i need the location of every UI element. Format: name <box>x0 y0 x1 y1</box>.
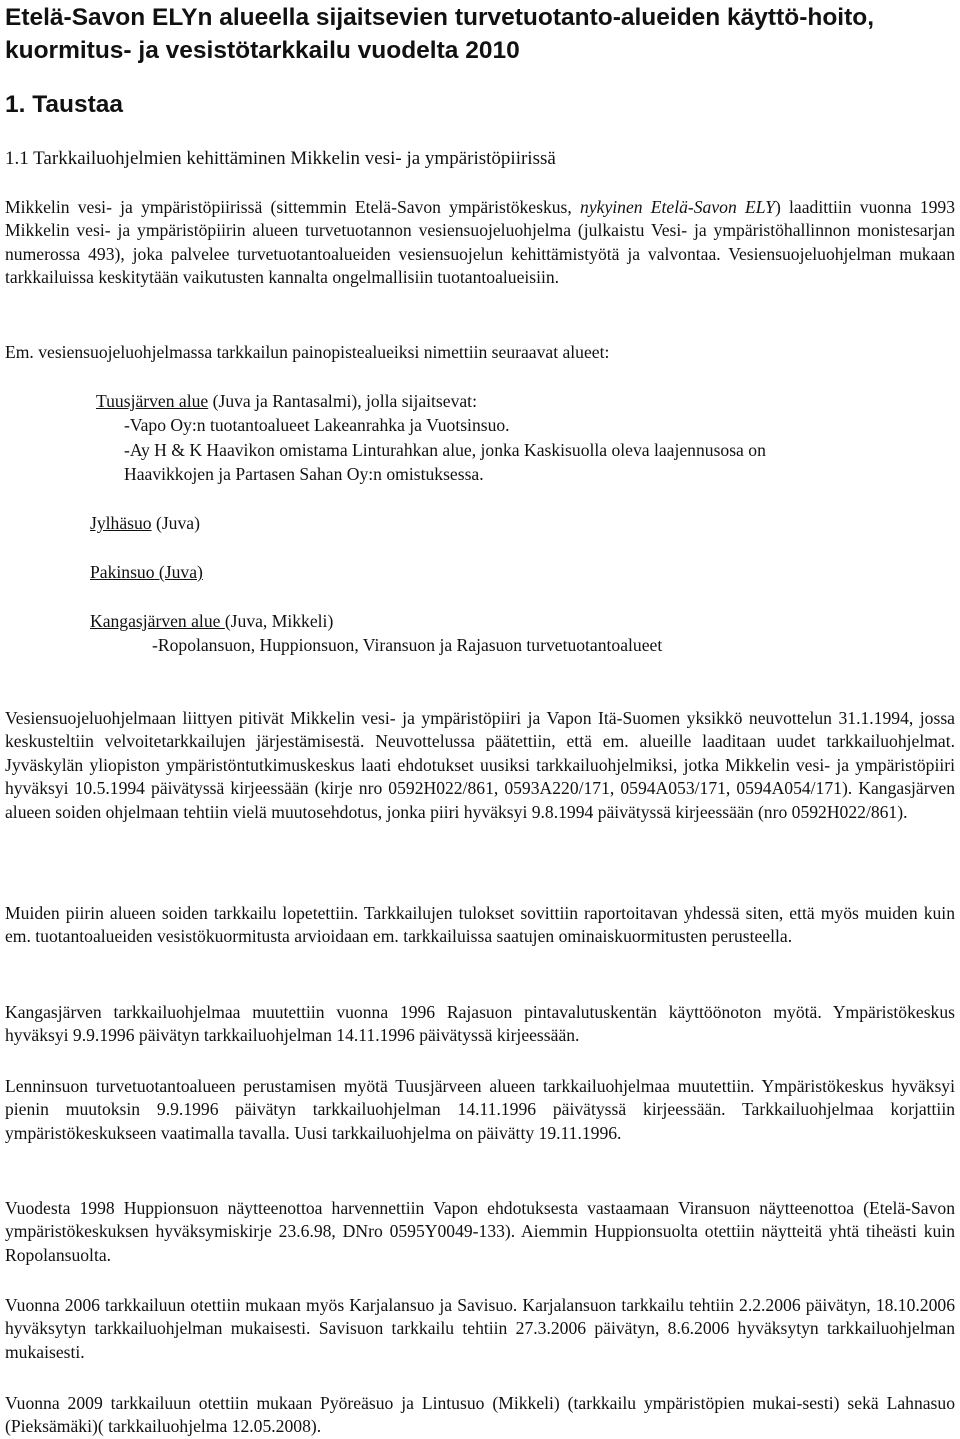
areas-intro: Em. vesiensuojeluohjelmassa tarkkailun painopistealueiksi nimettiin seuraavat alueet: <box>5 342 610 362</box>
paragraph-kangasjarvi-1996-text: Kangasjärven tarkkailuohjelmaa muutettiin vuonna 1996 Rajasuon pintavalutuskentän käyttöönoton myötä. Ympäristökeskus hyväksyi 9.9.1996 päivätyn tarkkailuohjelman 14.11.1996 päivätyssä kirjeessään. <box>5 1002 955 1046</box>
area-tuusjarvi-name: Tuusjärven alue <box>96 391 209 411</box>
area-tuusjarvi-rest: (Juva ja Rantasalmi), jolla sijaitsevat: <box>208 391 477 411</box>
intro-text-part2: ) laadittiin vuonna 1993 Mikkelin vesi- ja ympäristöpiirin alueen turvetuotannon vesiensuojeluohjelma (julkaistu Vesi- ja ympäristöhallinnon monistesarjan numerossa 493), joka palvelee turvetuotantoalueiden vesiensuojelun kehittämistyötä ja valvontaa. Vesiensuojeluohjelman mukaan tarkkailuissa keskitytään vaikutusten kannalta ongelmallisiin tuotantoalueisiin. <box>5 197 956 288</box>
area-kangasjarvi-rest: (Juva, Mikkeli) <box>224 611 334 631</box>
paragraph-2009-text: Vuonna 2009 tarkkailuun otettiin mukaan Pyöreäsuo ja Lintusuo (Mikkeli) (tarkkailu ympäristöpien mukai-sesti) sekä Lahnasuo (Pieksämäki)( tarkkailuohjelma 12.05.2008). <box>5 1393 955 1437</box>
area-pakinsuo-name: Pakinsuo (Juva) <box>90 562 203 582</box>
area-kangasjarvi-item-1: -Ropolansuon, Huppionsuon, Viransuon ja Rajasuon turvetuotantoalueet <box>152 635 663 655</box>
area-tuusjarvi-item-1: -Vapo Oy:n tuotantoalueet Lakeanrahka ja Vuotsinsuo. <box>124 415 510 435</box>
paragraph-lenninsuo-text: Lenninsuon turvetuotantoalueen perustamisen myötä Tuusjärveen alueen tarkkailuohjelmaa muutettiin. Ympäristökeskus hyväksyi pienin muutoksin 9.9.1996 päivätyn tarkkailuohjelman 14.11.1996 päivätyssä kirjeessään. Tarkkailuohjelmaa korjattiin ympäristökeskukseen vaatimalla tavalla. Uusi tarkkailuohjelma on päivätty 19.11.1996. <box>5 1076 955 1143</box>
area-tuusjarvi-item-2a: -Ay H & K Haavikon omistama Linturahkan alue, jonka Kaskisuolla oleva laajennusosa on <box>124 440 766 460</box>
intro-text-italic: nykyinen Etelä-Savon ELY <box>580 197 775 217</box>
paragraph-2006 <box>5 1294 955 1364</box>
paragraph-other-areas <box>5 902 955 949</box>
subsection-heading: 1.1 Tarkkailuohjelmien kehittäminen Mikkelin vesi- ja ympäristöpiirissä <box>5 148 556 169</box>
paragraph-huppionsuo-text: Vuodesta 1998 Huppionsuon näytteenottoa harvennettiin Vapon ehdotuksesta vastaamaan Viransuon näytteenottoa (Etelä-Savon ympäristökeskuksen hyväksymiskirje 23.6.98, DNro 0595Y0049-133). Aiemmin Huppionsuolta otettiin näytteitä yhtä tiheästi kuin Ropolansuolta. <box>5 1198 955 1265</box>
paragraph-lenninsuo <box>5 1075 955 1145</box>
area-tuusjarvi-item-2b: Haavikkojen ja Partasen Sahan Oy:n omistuksessa. <box>124 464 484 484</box>
intro-text-part1: Mikkelin vesi- ja ympäristöpiirissä (sittemmin Etelä-Savon ympäristökeskus, <box>5 197 581 217</box>
area-jylhasuo <box>90 512 200 535</box>
area-jylhasuo-rest: (Juva) <box>151 513 200 533</box>
paragraph-2006-text: Vuonna 2006 tarkkailuun otettiin mukaan myös Karjalansuo ja Savisuo. Karjalansuon tarkkailu tehtiin 2.2.2006 päivätyn, 18.10.2006 hyväksytyn tarkkailuohjelman mukaisesti. Savisuon tarkkailu tehtiin 27.3.2006 päivätyn, 8.6.2006 hyväksytyn tarkkailuohjelman mukaisesti. <box>5 1295 955 1362</box>
area-kangasjarvi <box>90 610 333 633</box>
paragraph-other-areas-text: Muiden piirin alueen soiden tarkkailu lopetettiin. Tarkkailujen tulokset sovittiin raportoitavan yhdessä siten, että myös muiden kuin em. tuotantoalueiden vesistökuormitusta arvioidaan em. tarkkailuissa saatujen ominaiskuormitusten perusteella. <box>5 903 955 947</box>
document-title: Etelä-Savon ELYn alueella sijaitsevien turvetuotanto-alueiden käyttö-hoito, kuormitus- ja vesistötarkkailu vuodelta 2010 <box>5 4 875 64</box>
area-tuusjarvi <box>96 390 477 413</box>
intro-paragraph <box>5 196 955 290</box>
area-pakinsuo <box>90 561 203 584</box>
paragraph-negotiation <box>5 707 955 824</box>
area-kangasjarvi-name: Kangasjärven alue <box>90 611 225 631</box>
section-heading: 1. Taustaa <box>5 91 124 118</box>
paragraph-kangasjarvi-1996 <box>5 1001 955 1048</box>
paragraph-negotiation-text: Vesiensuojeluohjelmaan liittyen pitivät Mikkelin vesi- ja ympäristöpiiri ja Vapon Itä-Suomen yksikkö neuvottelun 31.1.1994, jossa keskusteltiin velvoitetarkkailujen järjestämisestä. Neuvottelussa päätettiin, että em. alueille laaditaan uudet tarkkailuohjelmat. Jyväskylän yliopiston ympäristöntutkimuskeskus laati ehdotukset uusiksi tarkkailuohjelmiksi, jotka Mikkelin vesi- ja ympäristöpiiri hyväksyi 10.5.1994 päivätyssä kirjeessään (kirje nro 0592H022/861, 0593A220/171, 0594A053/171, 0594A054/171). Kangasjärven alueen soiden ohjelmaan tehtiin vielä muutosehdotus, jonka piiri hyväksyi 9.8.1994 päivätyssä kirjeessään (nro 0592H022/861). <box>5 708 955 822</box>
paragraph-2009 <box>5 1392 955 1439</box>
area-jylhasuo-name: Jylhäsuo <box>90 513 152 533</box>
paragraph-huppionsuo <box>5 1197 955 1267</box>
